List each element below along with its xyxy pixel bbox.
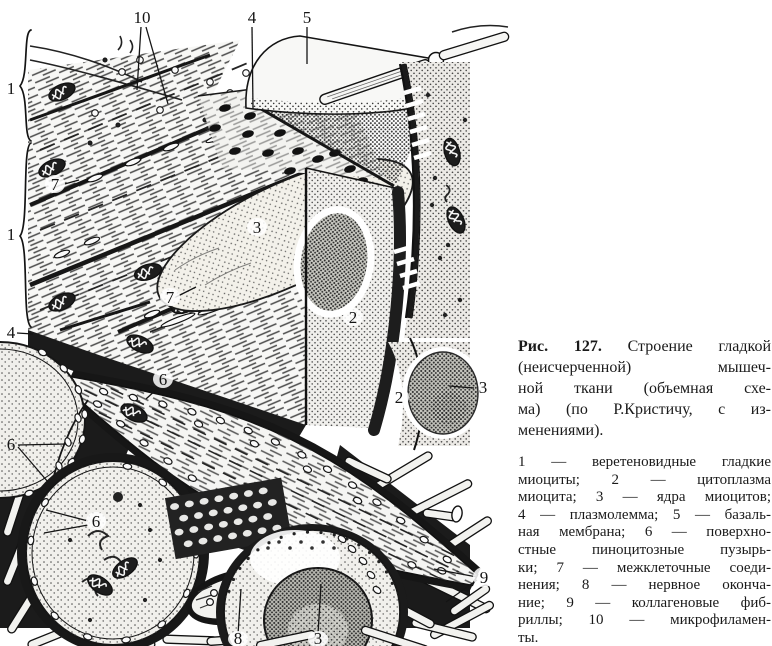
legend-line-5: ная мембрана; 6 — поверхно- [518, 524, 771, 541]
figure-label-2-upper: 2 [348, 308, 358, 327]
caption-title-line-3: ной ткани (объемная схе- [518, 380, 771, 397]
legend-line-2: миоциты; 2 — цитоплазма [518, 471, 771, 488]
figure-label-4-top: 4 [247, 8, 257, 27]
figure-label-8-bottom: 8 [233, 629, 243, 646]
legend-line-9: ние; 9 — коллагеновые фиб- [518, 594, 771, 611]
figure-label-2-lower: 2 [394, 388, 404, 407]
figure-number: Рис. 127. [518, 338, 602, 355]
caption-title-line-5: менениями). [518, 422, 604, 439]
caption-title-line-1: Рис. 127. Строение гладкой [518, 338, 772, 355]
figure-caption [518, 336, 771, 646]
figure-label-6-left: 6 [6, 435, 16, 454]
figure-label-5-top: 5 [302, 8, 312, 27]
figure-label-3-nucleus: 3 [252, 218, 262, 237]
figure-label-1-lower: 1 [6, 225, 16, 244]
legend-line-7: ки; 7 — межклеточные соеди- [518, 559, 771, 576]
legend-line-3: миоцита; 3 — ядра миоцитов; [518, 489, 771, 506]
caption-legend [518, 454, 771, 646]
legend-line-4: 4 — плазмолемма; 5 — базаль- [518, 506, 771, 523]
figure-label-6-cell: 6 [91, 512, 101, 531]
caption-title [518, 336, 771, 441]
figure-label-7-upper: 7 [50, 175, 60, 194]
legend-line-1: 1 — веретеновидные гладкие [518, 454, 771, 470]
legend-line-10: риллы; 10 — микрофиламен- [518, 612, 771, 629]
figure-label-7-mid: 7 [165, 288, 175, 307]
figure-label-6-mid: 6 [158, 370, 168, 389]
figure-label-10-top: 10 [133, 8, 151, 27]
figure-label-3-right: 3 [478, 378, 488, 397]
figure-label-9-right: 9 [479, 568, 489, 587]
legend-line-6: стные пиноцитозные пузырь- [518, 541, 771, 558]
figure-label-4-left: 4 [6, 323, 16, 342]
caption-title-line-2: (неисчерченной) мышеч- [518, 359, 771, 376]
figure-label-3-bottom: 3 [313, 629, 323, 646]
figure-label-1-upper: 1 [6, 79, 16, 98]
caption-title-line-4: ма) (по Р.Кристичу, с из- [518, 401, 771, 418]
legend-line-11: ты. [518, 629, 539, 646]
legend-line-8: нения; 8 — нервное оконча- [518, 577, 771, 594]
